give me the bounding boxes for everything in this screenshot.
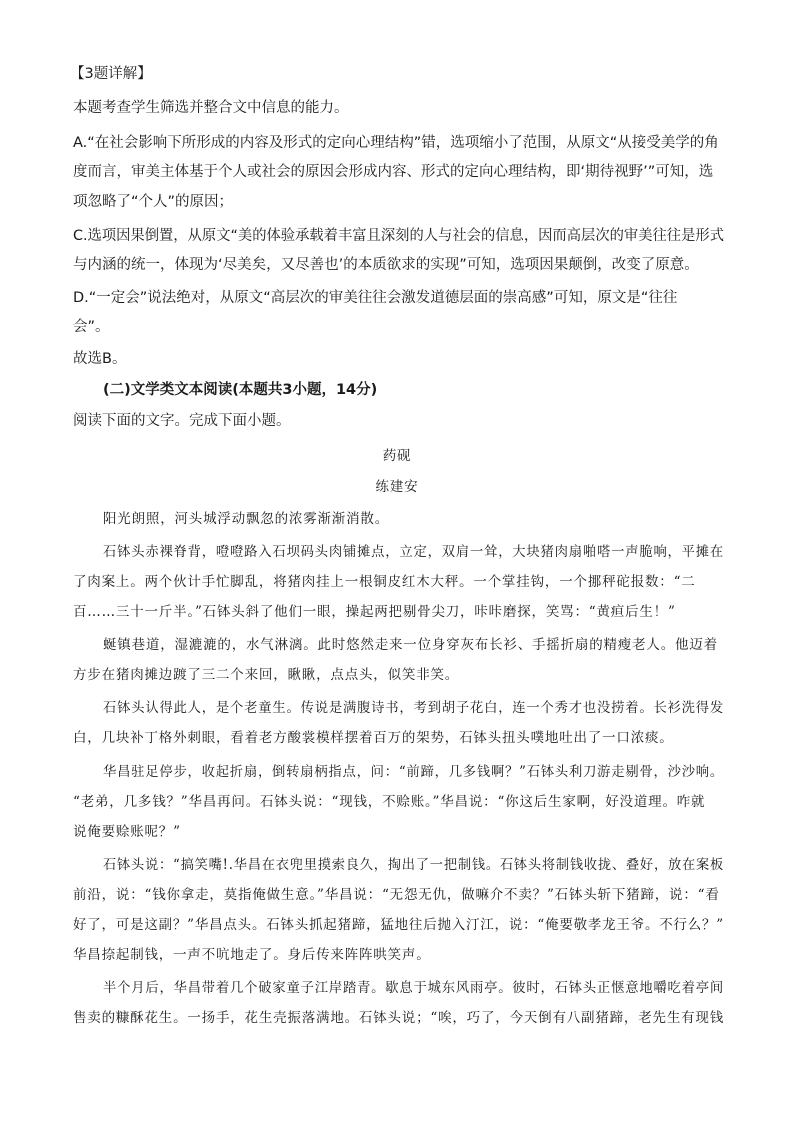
story-line: 了肉案上。两个伙计手忙脚乱，将猪肉挂上一根铜皮红木大秤。一个掌挂钩，一个挪秤砣报数：“二 [73,574,696,590]
story-line: 售卖的糠酥花生。一扬手，花生壳振落满地。石钵头说；“唉，巧了，今天倒有八副猪蹄，老先生有现钱 [73,1010,725,1026]
story-line: 说俺要赊账呢？” [73,824,181,840]
story-line: 白，几块补丁格外刺眼，看着老方酸裳模样摆着百万的架势，石钵头扭头噗地吐出了一口浓痰。 [73,730,674,746]
section-heading: (二)文学类文本阅读(本题共3小题，14分) [103,382,378,398]
story-line: 华昌驻足停步，收起折扇，倒转扇柄指点，问：“前蹄，几多钱啊？”石钵头利刀游走剔骨，沙沙响。 [103,764,724,780]
option-d-line: D.“一定会”说法绝对，从原文“高层次的审美往往会激发道德层面的崇高感”可知，原文是“往往 [73,290,678,306]
story-line: 百……三十一斤半。”石钵头斜了他们一眼，操起两把剔骨尖刀，咔咔磨探，笑骂：“黄疸后生！” [73,604,676,620]
story-line: 方步在猪肉摊边踱了三二个来回，瞅瞅，点点头，似笑非笑。 [73,667,460,683]
story-line: 半个月后，华昌带着几个破家童子江岸踏青。歇息于城东风雨亭。彼时，石钵头正惬意地嚼吃着亭间 [103,980,725,996]
story-line: 石钵头赤裸脊背，噔噔路入石坝码头肉铺摊点，立定，双肩一耸，大块猪肉扇啪嗒一声脆响，平摊在 [103,544,725,560]
story-title: 药砚 [382,448,412,464]
analysis-heading: 【3题详解】 [70,66,152,82]
story-line: 前沿，说：“钱你拿走，莫指俺做生意。”华昌说：“无怨无仇，做嘛介不卖？”石钵头斩下猪蹄，说：“看 [73,887,720,903]
option-c-line: 与内涵的统一，体现为‘尽美矣，又尽善也’的本质欲求的实现”可知，选项因果颠倒，改变了原意。 [73,257,699,273]
story-line: 华昌捺起制钱，一声不吭地走了。身后传来阵阵哄笑声。 [73,947,431,963]
story-line: 石钵头说：“搞笑嘴!.华昌在衣兜里摸索良久，掏出了一把制钱。石钵头将制钱收拢、叠好，放在案板 [103,857,724,873]
story-line: 石钵头认得此人，是个老童生。传说是满腹诗书，考到胡子花白，连一个秀才也没捞着。长衫洗得发 [103,700,725,716]
story-author: 练建安 [375,479,419,495]
story-line: 蜒镇巷道，湿漉漉的，水气淋漓。此时悠然走来一位身穿灰布长衫、手摇折扇的精瘦老人。他迈着 [103,637,718,653]
analysis-intro: 本题考查学生筛选并整合文中信息的能力。 [73,100,349,116]
option-c-line: C.选项因果倒置，从原文“美的体验承载着丰富且深刻的人与社会的信息，因而高层次的审美往往是形式 [73,228,725,244]
section-instruction: 阅读下面的文字。完成下面小题。 [73,413,291,429]
option-d-line: 会”。 [73,319,110,335]
option-a-line: 度而言，审美主体基于个人或社会的原因会形成内容、形式的定向心理结构，即‘期待视野’”可知，选 [73,164,714,180]
analysis-conclusion: 故选B。 [73,351,127,367]
story-line: “老弟，几多钱？”华昌再问。石钵头说：“现钱，不赊账。”华昌说：“你这后生家啊，好没道理。咋就 [73,794,706,810]
story-line: 阳光朗照，河头城浮动飘忽的浓雾渐渐消散。 [103,511,389,527]
option-a-line: A.“在社会影响下所形成的内容及形式的定向心理结构”错，选项缩小了范围，从原文“从接受美学的角 [73,135,719,151]
story-line: 好了，可是这副？”华昌点头。石钵头抓起猪蹄，猛地往后抛入汀江，说：“俺要敬孝龙王爷。不行么？” [73,917,725,933]
option-a-line: 项忽略了“个人”的原因； [73,194,234,210]
